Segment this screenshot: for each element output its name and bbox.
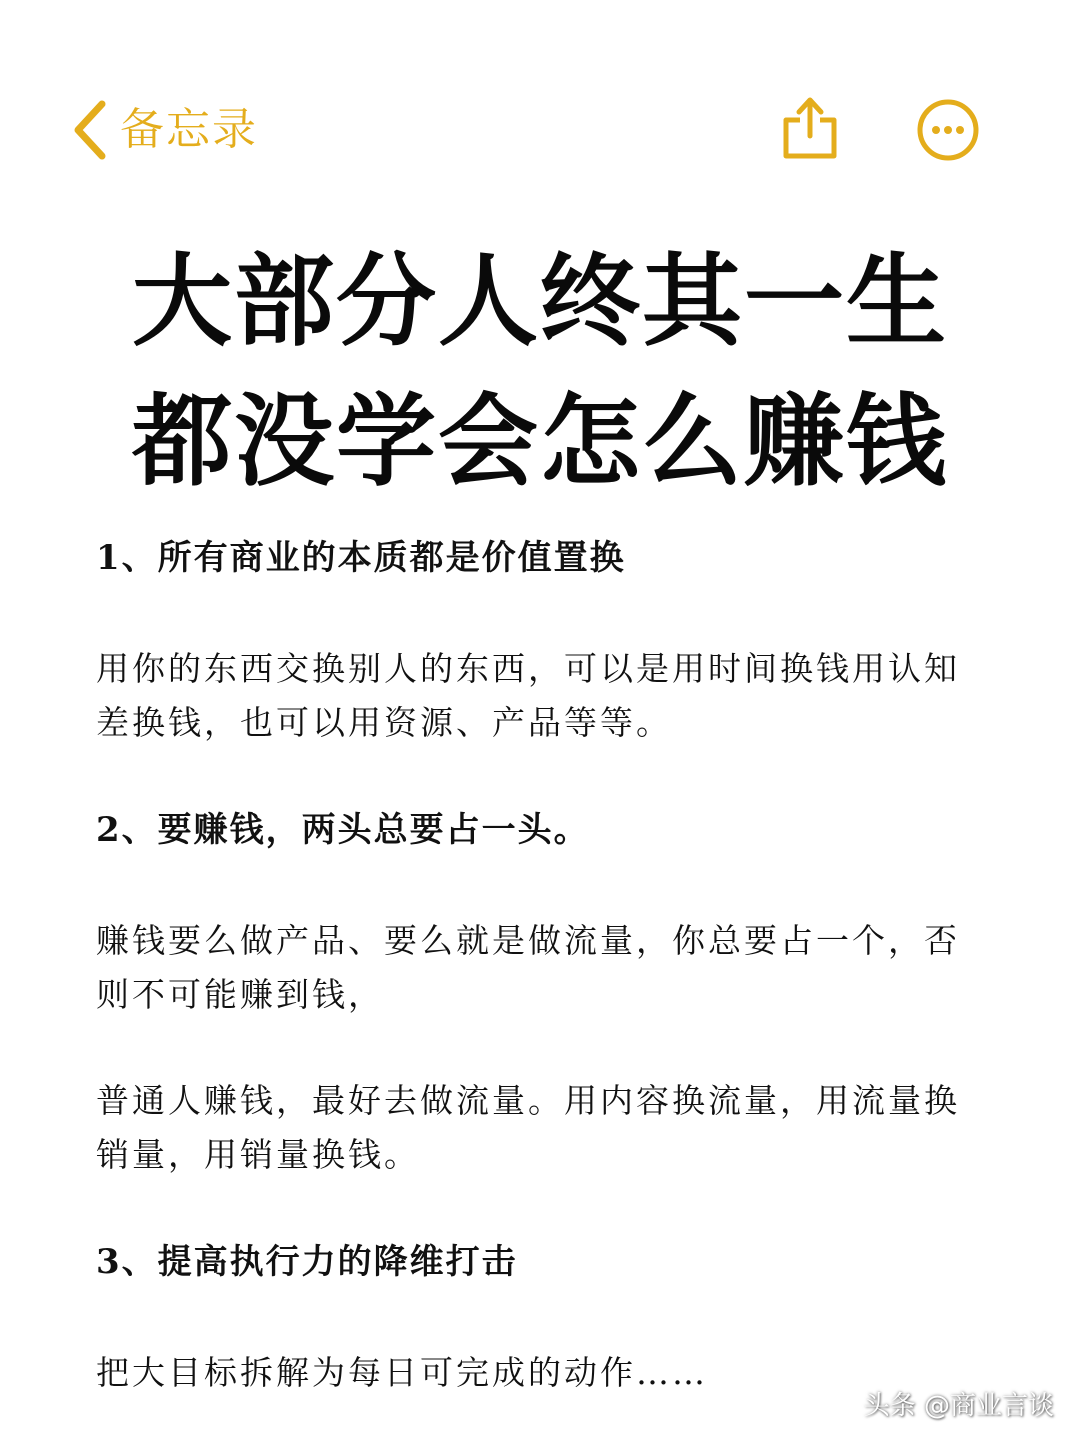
section-heading-1: 1、所有商业的本质都是价值置换 <box>96 538 626 578</box>
section-1-paragraph: 用你的东西交换别人的东西，可以是用时间换钱用认知差换钱，也可以用资源、产品等等。 <box>96 649 960 742</box>
chevron-left-icon <box>72 100 108 160</box>
section-heading-3: 3、提高执行力的降维打击 <box>96 1242 518 1282</box>
share-icon[interactable] <box>780 94 840 162</box>
section-2-paragraph-2: 普通人赚钱，最好去做流量。用内容换流量，用流量换销量，用销量换钱。 <box>96 1081 960 1174</box>
more-icon[interactable] <box>916 98 980 162</box>
section-heading-2: 2、要赚钱，两头总要占一头。 <box>96 810 590 850</box>
title-line-2: 都没学会怎么赚钱 <box>132 383 948 500</box>
watermark: 头条 @商业言谈 <box>863 1391 1054 1421</box>
section-2-paragraph-1: 赚钱要么做产品、要么就是做流量，你总要占一个，否则不可能赚到钱， <box>96 921 960 1014</box>
back-button[interactable] <box>72 98 258 162</box>
section-3-paragraph: 把大目标拆解为每日可完成的动作…… <box>96 1353 708 1392</box>
title-line-1: 大部分人终其一生 <box>132 243 948 360</box>
navigation-bar <box>0 0 1080 200</box>
back-label: 备忘录 <box>120 104 258 155</box>
note-body[interactable] <box>96 530 976 1400</box>
note-title <box>60 232 1020 512</box>
